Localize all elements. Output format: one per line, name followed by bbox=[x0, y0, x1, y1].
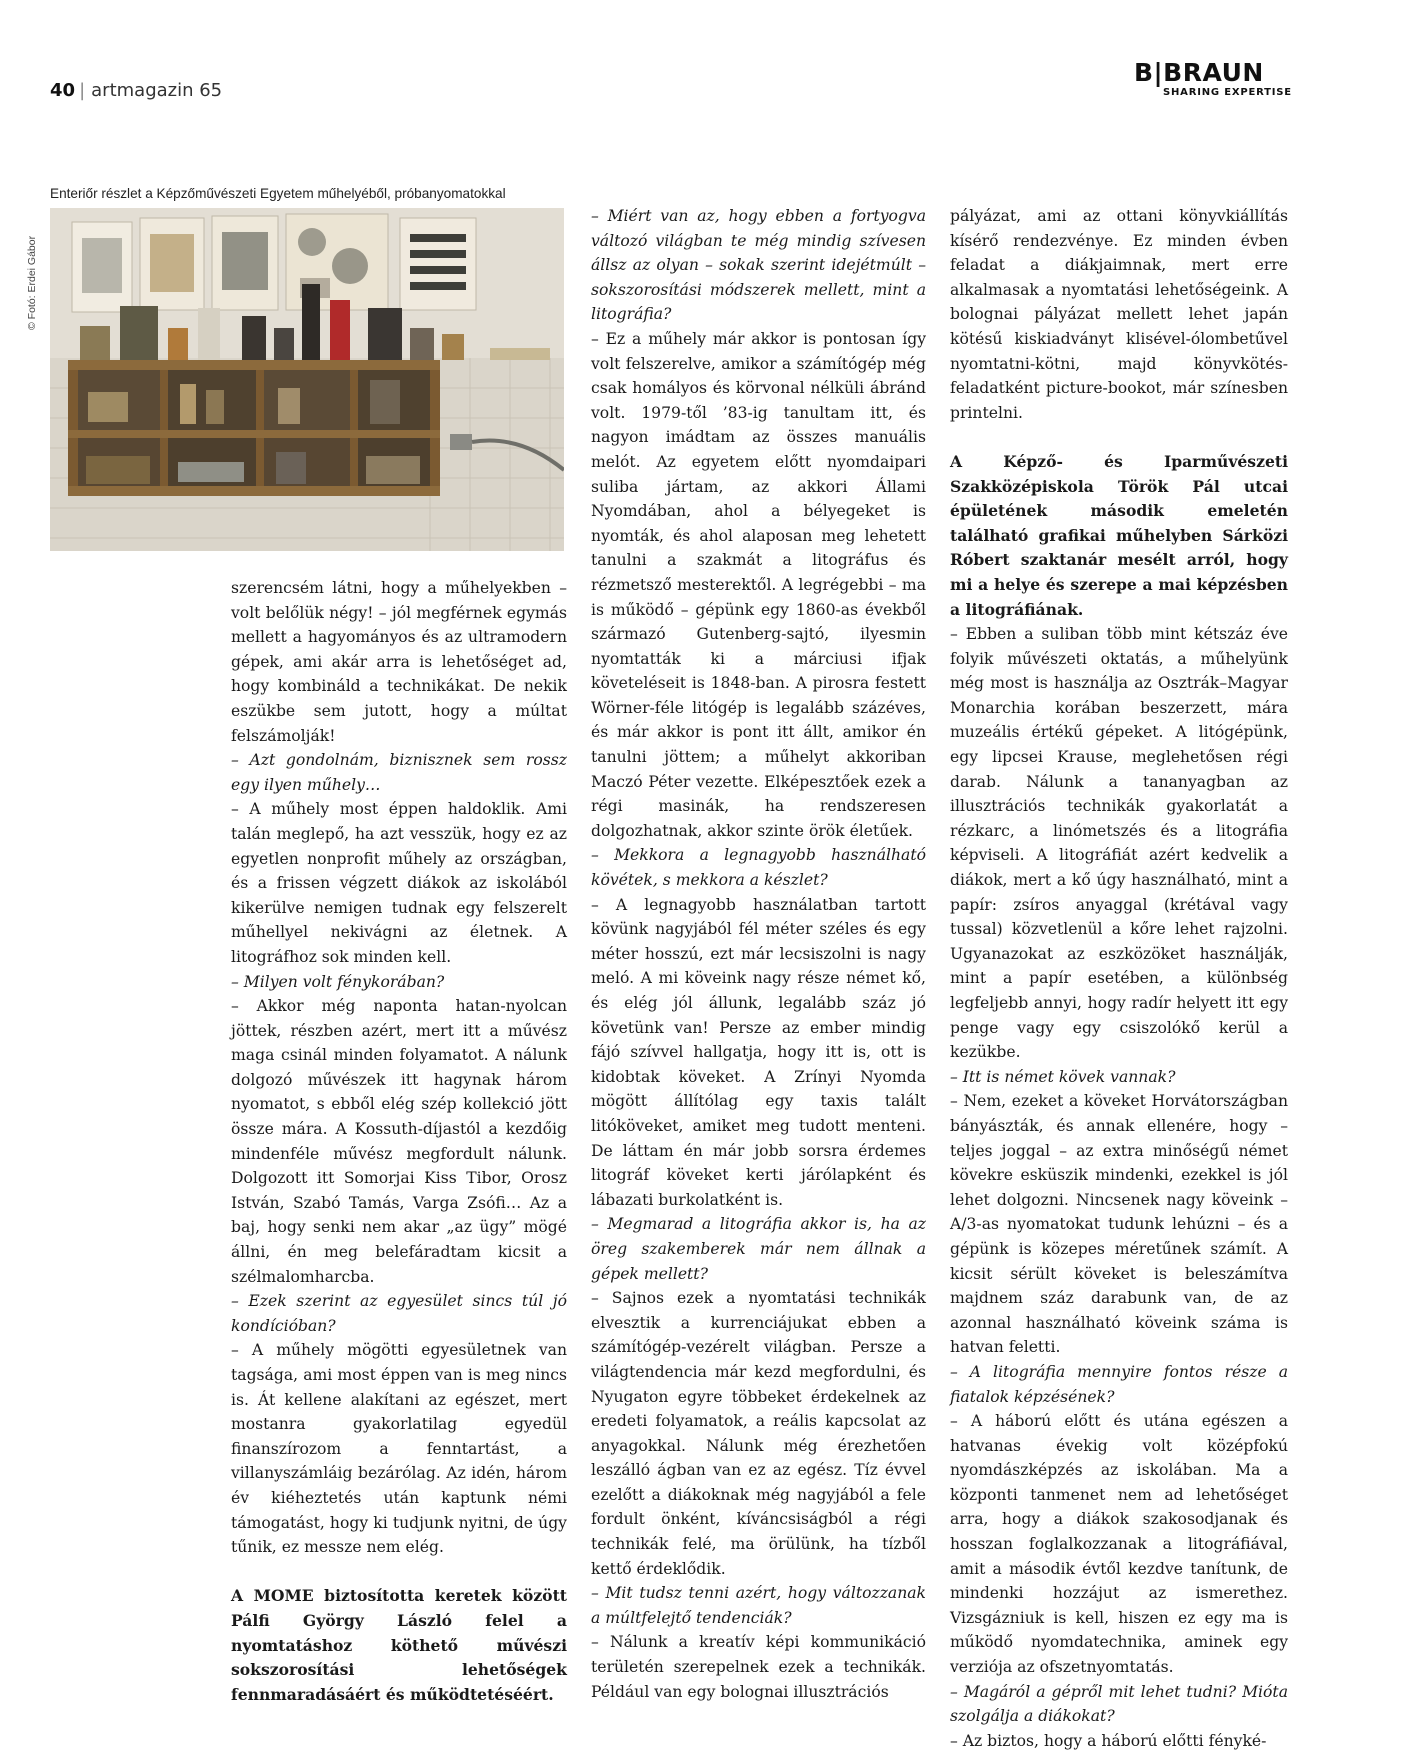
answer-paragraph: – Nem, ezeket a köveket Horvátországban bányászták, és annak ellenére, hogy – teljes joggal – az extra minőségű német kövekre esküszik mindenki, ezekkel is jól lehet dolgozni. Nincsenek nagy köveink – A/3-as nyomatokat tudunk lehúzni – és a gépünk is közepes méretűnek számít. A kicsit sérült köveket is beleszámítva majdnem száz darabunk van, de az azonnal használható köveink száma is hatvan feletti. bbox=[950, 1092, 1288, 1357]
page-number: 40 bbox=[50, 80, 76, 101]
answer-paragraph: – Sajnos ezek a nyomtatási technikák elvesztik a kurrenciájukat ebben a számítógép-vezérelt világban. Persze a világtendencia már kezd megfordulni, és Nyugaton egyre többeket érdekelnek az eredeti folyamatok, a reális kapcsolat az anyagokkal. Nálunk még érezhetően leszálló ágban van ez az egész. Tíz évvel ezelőtt a diákoknak még nagyjából a fele fordult önként, kíváncsiságból a régi technikák felé, ma örülünk, ha tízből kettő érdeklődik. bbox=[591, 1289, 926, 1578]
header-separator: | bbox=[79, 80, 86, 101]
answer-paragraph: – Ebben a suliban több mint kétszáz éve folyik művészeti oktatás, a műhelyünk még most is használja az Osztrák–Magyar Monarchia korában beszerzett, mára muzeális értékű gépeket. A litógépünk, egy lipcsei Krause, meglehetősen régi darab. Nálunk a tananyagban az illusztrációs technikák gyakorlatát a rézkarc, a linómetszés és a litográfia képviseli. A litográfiát azért kedvelik a diákok, mert a kő úgy használható, mint a papír: zsíros anyaggal (krétával vagy tussal) közvetlenül a kőre lehet rajzolni. Ugyanazokat az eszközöket használják, mint a papír esetében, a különbség legfeljebb annyi, hogy radír helyett itt egy penge vagy egy csiszolókő kerül a kezükbe. bbox=[950, 625, 1288, 1062]
interview-question: – Mit tudsz tenni azért, hogy változzanak a múltfelejtő tendenciák? bbox=[591, 1584, 926, 1627]
interview-question: – Milyen volt fénykorában? bbox=[231, 972, 445, 991]
paragraph-gap bbox=[231, 1560, 567, 1585]
publication-name: artmagazin 65 bbox=[91, 80, 223, 101]
sponsor-logo bbox=[1134, 60, 1294, 98]
interview-question: – Megmarad a litográfia akkor is, ha az öreg szakemberek már nem állnak a gépek mellett? bbox=[591, 1215, 926, 1283]
brand-tagline: SHARING EXPERTISE bbox=[1163, 87, 1292, 98]
interview-question: – Azt gondolnám, biznisznek sem rossz egy ilyen műhely… bbox=[231, 751, 567, 794]
answer-paragraph: – A műhely most éppen haldoklik. Ami talán meglepő, ha azt vesszük, hogy ez az egyetlen nonprofit műhely az országban, és a frissen végzett diákok az iskolából kikerülve nemigen tudnak egy felszerelt műhellyel nekivágni az életnek. A litográfhoz sok minden kell. bbox=[231, 800, 567, 966]
answer-paragraph: – Nálunk a kreatív képi kommunikáció területén szerepelnek ezek a technikák. Például van egy bolognai illusztrációs bbox=[591, 1633, 926, 1701]
answer-paragraph: – Akkor még naponta hatan-nyolcan jöttek, részben azért, mert itt a művész maga csinál minden folyamatot. A nálunk dolgozó művészek itt hagynak három nyomatot, s ebből elég szép kollekció jött össze mára. A Kossuth-díjastól a kezdőig mindenféle művész megfordult nálunk. Dolgozott itt Somorjai Kiss Tibor, Orosz István, Szabó Tamás, Varga Zsófi… Az a baj, hogy senki nem akar „az ügy” mögé állni, én meg belefáradtam kicsit a szélmalomharcba. bbox=[231, 997, 567, 1286]
answer-paragraph: – A legnagyobb használatban tartott kövünk nagyjából fél méter széles és egy méter hosszú, ezt már lecsiszolni is nagy meló. A mi köveink nagy része német kő, és elég jól állunk, legalább száz jó követünk van! Persze az ember mindig fájó szívvel hallgatja, hogy itt is, ott is kidobtak köveket. A Zrínyi Nyomda mögött állítólag egy taxis talált litóköveket, amiket meg tudott menteni. De láttam én már jobb sorsra érdemes litográf köveket kerti járólapként és lábazati burkolatként is. bbox=[591, 895, 926, 1209]
wooden-shelf bbox=[68, 360, 440, 496]
paragraph-gap bbox=[950, 425, 1288, 450]
answer-paragraph: szerencsém látni, hogy a műhelyekben – volt belőlük négy! – jól megférnek egymás mellett a hagyományos és az ultramodern gépek, ami akár arra is lehetőséget ad, hogy kombináld a technikákat. De nekik eszükbe sem jutott, hogy a múltat felszámolják! bbox=[231, 579, 567, 745]
section-lead: A MOME biztosította keretek között Pálfi György László felel a nyomtatáshoz köthető művészi sokszorosítási lehetőségek fennmaradásáért és működtetéséért. bbox=[231, 1586, 567, 1704]
interview-question: – A litográfia mennyire fontos része a fiatalok képzésének? bbox=[950, 1362, 1288, 1406]
interview-question: – Itt is német kövek vannak? bbox=[950, 1067, 1176, 1086]
section-lead: A Képző- és Iparművészeti Szakközépiskola Török Pál utcai épületének második emeletén található grafikai műhelyben Sárközi Róbert szaktanár mesélt arról, hogy mi a helye és szerepe a mai képzésben a litográfiának. bbox=[950, 451, 1288, 619]
photo-credit-text: © Fotó: Erdei Gábor bbox=[26, 235, 38, 330]
photo-credit bbox=[26, 210, 42, 330]
text-column-2 bbox=[591, 204, 926, 1704]
text-column-3 bbox=[950, 204, 1288, 1753]
answer-paragraph: – Az biztos, hogy a háború előtti fényké- bbox=[950, 1731, 1267, 1750]
answer-paragraph: – Ez a műhely már akkor is pontosan így volt felszerelve, amikor a számítógép még csak homályos és körvonal nélküli ábránd volt. 1979-től ’83-ig tanultam itt, és nagyon imádtam az összes manuális melót. Az egyetem előtt nyomdaipari suliba jártam, az akkori Állami Nyomdában, ahol a bélyegeket is nyomták, és ahol alaposan meg lehetett tanulni a szakmát a litográfus és rézmetsző mesterektől. A legrégebbi – ma is működő – gépünk egy 1860-as évekből származó Gutenberg-sajtó, ilyesmin nyomtatták ki a márciusi ifjak követeléseit is 1848-ban. A pirosra festett Wörner-féle litógép is legalább százéves, és már akkor is pont itt állt, amikor én tanulni jöttem; a műhelyt akkoriban Maczó Péter vezette. Elképesztőek ezek a régi masinák, ha rendszeresen dolgozhatnak, akkor szinte örök életűek. bbox=[591, 329, 926, 840]
interview-question: – Miért van az, hogy ebben a fortyogva változó világban te még mindig szívesen állsz az olyan – sokak szerint idejétmúlt – sokszorosítási módszerek mellett, mint a litográfia? bbox=[591, 207, 926, 324]
text-column-1 bbox=[231, 576, 567, 1707]
answer-paragraph: – A háború előtt és utána egészen a hatvanas évekig volt középfokú nyomdászképzés az iskolában. Ma a központi tanmenet nem ad lehetőséget arra, hogy a diákok szakosodjanak és hosszan foglalkozzanak a litográfiával, amit a második évtől kezdve tanítunk, de mindenki hozzájut az ismerethez. Vizsgázniuk is kell, hiszen ez egy ma is működő nyomdatechnika, aminek egy verziója az ofszetnyomtatás. bbox=[950, 1412, 1288, 1677]
workshop-photo bbox=[50, 208, 564, 551]
interview-question: – Mekkora a legnagyobb használható kövétek, s mekkora a készlet? bbox=[591, 846, 926, 890]
brand-name: B|BRAUN bbox=[1134, 58, 1264, 87]
photo-caption: Enteriőr részlet a Képzőművészeti Egyetem műhelyéből, próbanyomatokkal bbox=[50, 186, 506, 201]
interview-question: – Ezek szerint az egyesület sincs túl jó kondícióban? bbox=[231, 1292, 567, 1335]
answer-paragraph: – A műhely mögötti egyesületnek van tagsága, ami most éppen van is meg nincs is. Át kellene alakítani az egészet, mert mostanra gyakorlatilag egyedül finanszírozom a fenntartást, a villanyszámláig bezárólag. Az idén, három év kiéheztetés után kaptunk némi támogatást, hogy ki tudjunk nyitni, de úgy tűnik, ez messze nem elég. bbox=[231, 1341, 567, 1557]
interview-question: – Magáról a gépről mit lehet tudni? Mióta szolgálja a diákokat? bbox=[950, 1682, 1288, 1726]
answer-paragraph: pályázat, ami az ottani könyvkiállítás kísérő rendezvénye. Ez minden évben feladat a diákjaimnak, mert erre alkalmasak a nyomtatási lehetőségeink. A bolognai pályázat mellett lehet japán kötésű kiskiadványt klisével-ólombetűvel nyomtatni-kötni, majd könyvkötés-feladatként picture-bookot, már színesben printelni. bbox=[950, 207, 1288, 422]
page-header bbox=[50, 80, 222, 101]
